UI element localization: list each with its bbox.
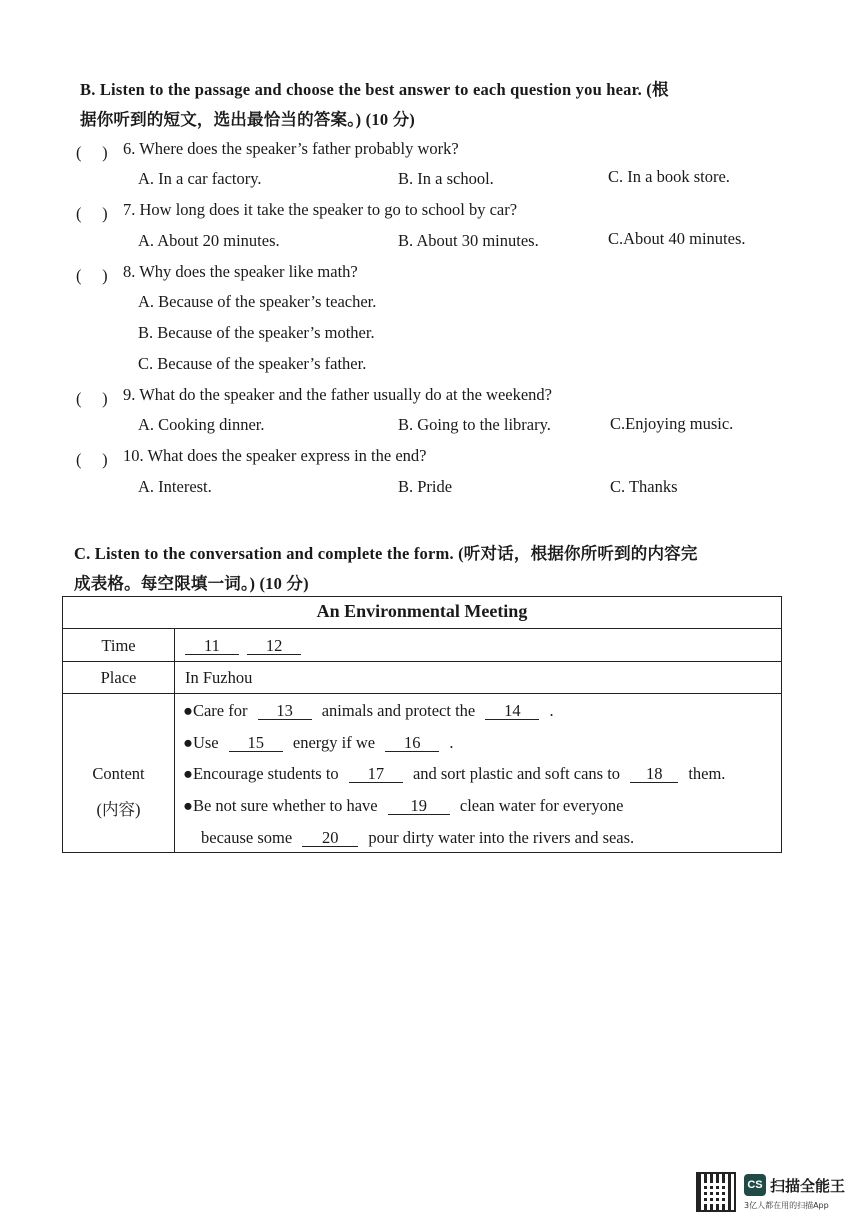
answer-bracket-10[interactable]: ( ) — [76, 450, 108, 469]
blank-18[interactable]: 18 — [630, 766, 678, 783]
content-label: Content — [92, 764, 145, 783]
form-divider — [63, 661, 781, 662]
bullet: ● — [183, 733, 193, 752]
content-label-cn: (内容) — [96, 800, 141, 819]
qr-code-icon — [696, 1172, 736, 1212]
answer-bracket-9[interactable]: ( ) — [76, 389, 108, 408]
q8-option-b: B. Because of the speaker’s mother. — [138, 323, 375, 342]
q9-option-a: A. Cooking dinner. — [138, 415, 265, 434]
question-10: 10. What does the speaker express in the end? — [123, 446, 427, 465]
place-value: In Fuzhou — [185, 668, 253, 687]
line3-mid: and sort plastic and soft cans to — [412, 764, 621, 783]
question-9: 9. What do the speaker and the father usually do at the weekend? — [123, 385, 552, 404]
time-label: Time — [101, 636, 136, 655]
line1-post: . — [549, 701, 554, 720]
line1-mid: animals and protect the — [321, 701, 476, 720]
q8-option-a: A. Because of the speaker’s teacher. — [138, 292, 377, 311]
answer-bracket-6[interactable]: ( ) — [76, 143, 108, 162]
blank-15[interactable]: 15 — [229, 735, 283, 752]
camscanner-logo-icon: CS — [744, 1174, 766, 1196]
line1-text: Care for — [192, 701, 248, 720]
line3-text: Encourage students to — [192, 764, 339, 783]
line2-mid: energy if we — [292, 733, 376, 752]
bullet: ● — [183, 701, 193, 720]
bullet: ● — [183, 796, 193, 815]
section-c-heading-line1: C. Listen to the conversation and complete the form. (听对话，根据你所听到的内容完 — [74, 544, 698, 563]
q7-option-a: A. About 20 minutes. — [138, 231, 280, 250]
question-7: 7. How long does it take the speaker to go to school by car? — [123, 200, 518, 219]
line5-text: because some — [201, 828, 293, 847]
q7-option-c: C.About 40 minutes. — [608, 229, 746, 248]
blank-14[interactable]: 14 — [485, 703, 539, 720]
blank-13[interactable]: 13 — [258, 703, 312, 720]
line5-post: pour dirty water into the rivers and seas. — [368, 828, 635, 847]
section-b-heading-line1: B. Listen to the passage and choose the best answer to each question you hear. (根 — [80, 80, 669, 99]
content-line-1 — [183, 701, 554, 721]
time-answers — [185, 636, 301, 656]
line2-post: . — [449, 733, 454, 752]
q10-option-c: C. Thanks — [610, 477, 678, 496]
q8-option-c: C. Because of the speaker’s father. — [138, 354, 367, 373]
q10-option-b: B. Pride — [398, 477, 453, 496]
blank-12[interactable]: 12 — [247, 638, 301, 655]
question-6: 6. Where does the speaker’s father probably work? — [123, 139, 459, 158]
form-column-divider — [174, 628, 175, 852]
q10-option-a: A. Interest. — [138, 477, 212, 496]
blank-11[interactable]: 11 — [185, 638, 239, 655]
bullet: ● — [183, 764, 193, 783]
question-8: 8. Why does the speaker like math? — [123, 262, 358, 281]
line3-post: them. — [688, 764, 726, 783]
scanner-app-name: 扫描全能王 — [770, 1177, 846, 1195]
section-c-heading-line2: 成表格。每空限填一词。) (10 分) — [74, 574, 309, 593]
q6-option-b: B. In a school. — [398, 169, 494, 188]
place-label: Place — [100, 668, 137, 687]
form-divider — [63, 628, 781, 629]
answer-bracket-7[interactable]: ( ) — [76, 204, 108, 223]
q6-option-a: A. In a car factory. — [138, 169, 262, 188]
blank-16[interactable]: 16 — [385, 735, 439, 752]
scanner-app-tagline: 3亿人都在用的扫描App — [744, 1201, 829, 1210]
answer-bracket-8[interactable]: ( ) — [76, 266, 108, 285]
q9-option-b: B. Going to the library. — [398, 415, 551, 434]
form-title: An Environmental Meeting — [316, 601, 528, 621]
q7-option-b: B. About 30 minutes. — [398, 231, 539, 250]
environmental-meeting-form — [62, 596, 782, 853]
q9-option-c: C.Enjoying music. — [610, 414, 734, 433]
section-b-heading-line2: 据你听到的短文，选出最恰当的答案。) (10 分) — [80, 110, 415, 129]
line2-text: Use — [192, 733, 219, 752]
blank-19[interactable]: 19 — [388, 798, 450, 815]
blank-17[interactable]: 17 — [349, 766, 403, 783]
content-line-4 — [183, 796, 623, 816]
line4-text: Be not sure whether to have — [192, 796, 378, 815]
content-line-3 — [183, 764, 725, 784]
q6-option-c: C. In a book store. — [608, 167, 730, 186]
content-line-2 — [183, 733, 453, 753]
form-divider — [63, 693, 781, 694]
line4-post: clean water for everyone — [459, 796, 624, 815]
blank-20[interactable]: 20 — [302, 830, 358, 847]
content-line-5 — [201, 828, 634, 848]
